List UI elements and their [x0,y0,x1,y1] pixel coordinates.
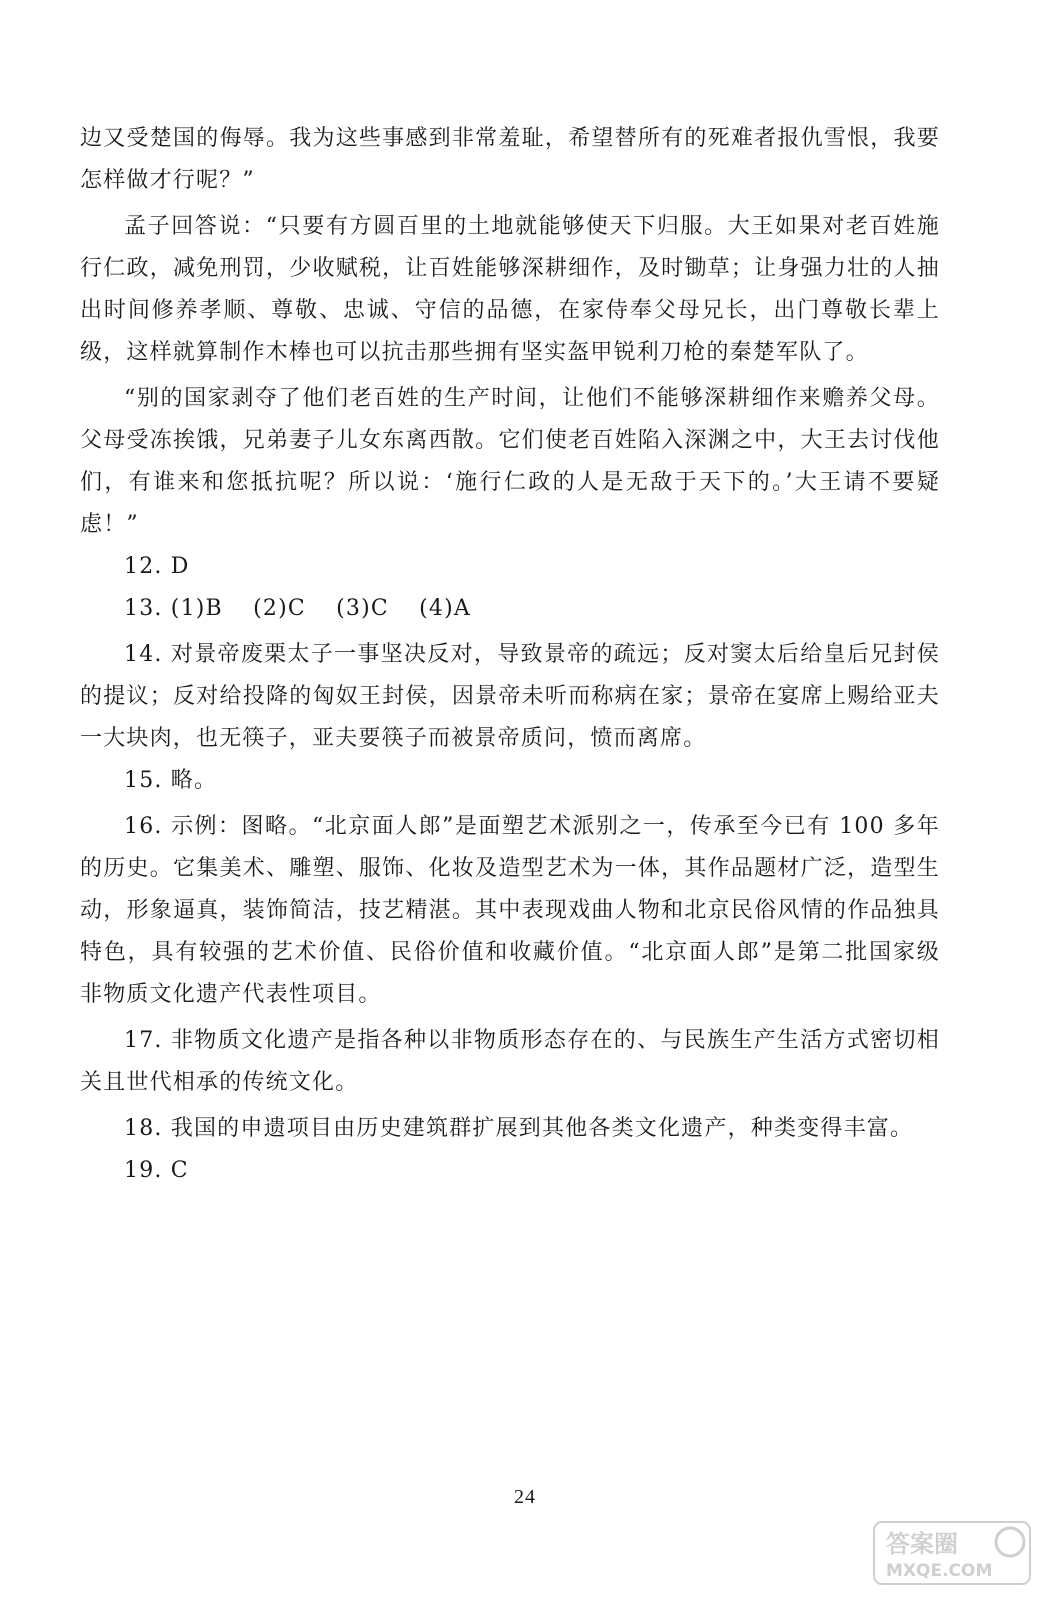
page-number: 24 [514,1486,536,1508]
answer-13-option: (3)C [336,596,389,621]
paragraph-mencius-reply: 孟子回答说：“只要有方圆百里的土地就能够使天下归服。大王如果对老百姓施行仁政，减免刑罚，少收赋税，让百姓能够深耕细作，及时锄草；让身强力壮的人抽出时间修养孝顺、尊敬、忠诚、守信的品德，在家侍奉父母兄长，出门尊敬长辈上级，这样就算制作木棒也可以抗击那些拥有坚实盔甲锐利刀枪的秦楚军队了。 [80,214,940,365]
document-body [80,118,940,1192]
answer-14: 14. 对景帝废栗太子一事坚决反对，导致景帝的疏远；反对窦太后给皇后兄封侯的提议；反对给投降的匈奴王封侯，因景帝未听而称病在家；景帝在宴席上赐给亚夫一大块肉，也无筷子，亚夫要筷子而被景帝质问，愤而离席。 [80,642,940,751]
answer-19: 19. C [124,1158,189,1183]
watermark-logo [872,1520,1032,1586]
paragraph-king-speech-end: 边又受楚国的侮辱。我为这些事感到非常羞耻，希望替所有的死难者报仇雪恨，我要怎样做才行呢？” [80,126,940,193]
answer-13-option: (4)A [419,596,471,621]
watermark-top-text: 答案圈 [886,1530,958,1558]
answer-13-option: (2)C [253,596,306,621]
watermark-bottom-text: MXQE.COM [886,1561,993,1581]
answer-13-number: 13. [124,596,163,621]
answer-13 [80,588,940,630]
answer-13-option: (1)B [170,596,223,621]
answer-16: 16. 示例：图略。“北京面人郎”是面塑艺术派别之一，传承至今已有 100 多年的历史。它集美术、雕塑、服饰、化妆及造型艺术为一体，其作品题材广泛，造型生动，形象逼真，装饰简洁，技艺精湛。其中表现戏曲人物和北京民俗风情的作品独具特色，具有较强的艺术价值、民俗价值和收藏价值。“北京面人郎”是第二批国家级非物质文化遗产代表性项目。 [80,814,940,1007]
answer-18: 18. 我国的申遗项目由历史建筑群扩展到其他各类文化遗产，种类变得丰富。 [124,1116,914,1141]
answer-17: 17. 非物质文化遗产是指各种以非物质形态存在的、与民族生产生活方式密切相关且世代相承的传统文化。 [80,1028,940,1095]
answer-15: 15. 略。 [124,768,218,793]
answer-12: 12. D [124,554,190,579]
paragraph-benevolent-rule: “别的国家剥夺了他们老百姓的生产时间，让他们不能够深耕细作来赡养父母。父母受冻挨饿，兄弟妻子儿女东离西散。它们使老百姓陷入深渊之中，大王去讨伐他们，有谁来和您抵抗呢？所以说：‘施行仁政的人是无敌于天下的。’大王请不要疑虑！” [80,386,940,537]
